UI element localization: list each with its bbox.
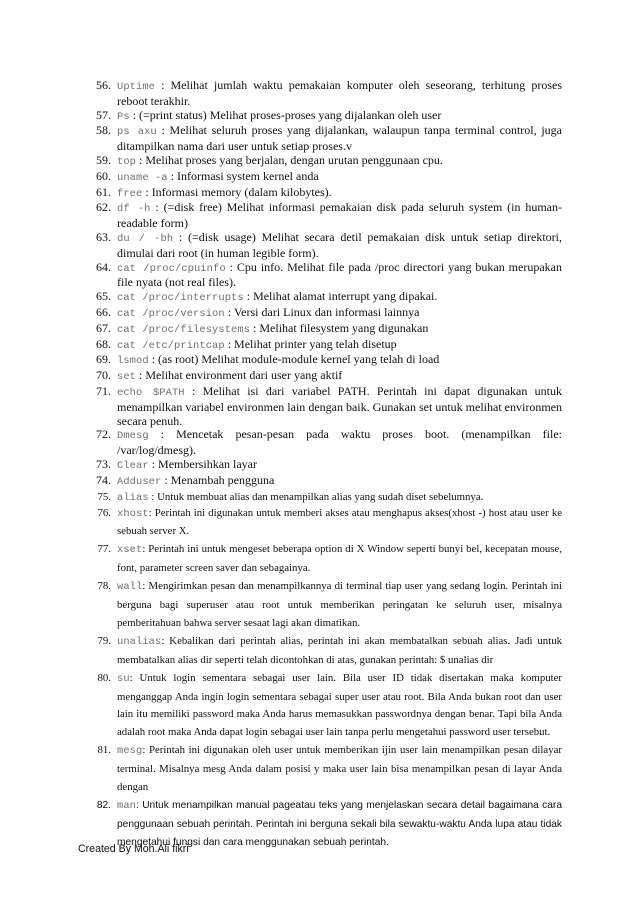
item-body (117, 79, 562, 109)
item-body (117, 505, 562, 542)
separator: : (161, 472, 171, 487)
item-body (117, 458, 562, 474)
command-name: uname -a (117, 171, 168, 184)
item-number: 70. (96, 368, 111, 383)
separator: : (129, 107, 140, 122)
separator: : (225, 259, 237, 274)
list-item (80, 541, 562, 578)
item-body (117, 369, 562, 385)
item-number: 74. (96, 472, 111, 487)
list-item (80, 633, 562, 670)
item-number: 68. (96, 336, 111, 351)
description: Melihat filesystem yang digunakan (259, 320, 429, 335)
description: Melihat proses yang berjalan, dengan urutan penggunaan cpu. (145, 152, 443, 167)
separator: : (148, 490, 158, 503)
command-name: set (117, 371, 137, 384)
separator: : (150, 200, 164, 215)
item-body (117, 742, 562, 797)
description: Membersihkan layar (158, 456, 257, 471)
item-body (117, 170, 562, 186)
description: Informasi memory (dalam kilobytes). (151, 184, 332, 199)
description: Untuk login sementara sebagai user lain. Bila user ID tidak disertakan maka komputer menganggap Anda ingin login sementara sebagai super user atau root. Bila Anda bukan root dan user lain itu memiliki password maka Anda harus memasukkan passwordnya dengan benar. Tapi bila Anda adalah root maka Anda dapat login sebagai user lain tanpa perlu mengetahui password user tersebut. (117, 671, 563, 739)
command-name: man (117, 800, 137, 813)
item-number: 73. (96, 456, 111, 471)
list-item (80, 124, 562, 154)
description: (as root) Melihat module-module kernel yang telah di load (158, 352, 440, 367)
item-body (117, 154, 562, 170)
item-body (117, 322, 562, 338)
item-number: 69. (96, 352, 111, 367)
item-number: 61. (96, 184, 111, 199)
item-body (117, 290, 562, 306)
command-name: Uptime (117, 81, 156, 93)
description: Melihat seluruh proses yang dijalankan, walaupun tanpa terminal control, juga ditampilkan nama dari user untuk setiap proses.v (117, 123, 562, 154)
item-number: 63. (96, 229, 111, 244)
list-item (80, 353, 562, 369)
item-body (117, 124, 562, 154)
separator: : (167, 168, 178, 183)
separator: : (148, 352, 159, 367)
item-number: 76. (97, 506, 111, 519)
separator: : (224, 304, 234, 319)
item-number: 57. (96, 107, 111, 122)
item-number: 82. (96, 800, 111, 812)
command-name: Dmesg (117, 430, 149, 443)
list-item (80, 109, 562, 125)
item-body (117, 261, 562, 291)
description: Melihat alamat interrupt yang dipakai. (253, 289, 438, 304)
command-name: alias (117, 491, 149, 504)
item-number: 81. (97, 744, 111, 757)
command-name: Ps (117, 110, 130, 123)
list-item (80, 79, 562, 109)
description: Melihat jumlah waktu pemakaian komputer oleh seseorang, terhitung proses reboot terakhir. (117, 78, 562, 108)
description: Cpu info. Melihat file pada /proc directori yang bukan merupakan file nyata (not real files). (117, 259, 562, 290)
separator: : (156, 123, 170, 138)
separator: : (142, 580, 149, 593)
separator: : (129, 671, 140, 684)
item-number: 59. (96, 152, 111, 167)
separator: : (224, 336, 235, 351)
list-item (80, 201, 562, 231)
separator: : (250, 320, 260, 335)
item-body (117, 490, 562, 505)
command-name: cat /proc/cpuinfo (117, 262, 226, 275)
description: Melihat isi dari variabel PATH. Perintah ini dapat digunakan untuk menampilkan variabel environmen lain dengan baik. Gunakan set untuk melihat environmen secara penuh. (117, 383, 562, 428)
separator: : (136, 368, 146, 383)
command-name: su (117, 672, 130, 685)
item-body (117, 428, 562, 458)
item-body (117, 306, 562, 322)
description: Perintah ini untuk mengeset beberapa option di X Window seperti bunyi bel, kecepatan mouse, font, parameter screen saver dan sebagainya. (117, 543, 562, 575)
description: Melihat printer yang telah disetup (234, 336, 397, 351)
list-item (80, 231, 562, 261)
item-body (117, 186, 562, 202)
item-number: 66. (96, 304, 111, 319)
description: (=disk usage) Melihat secara detil pemakaian disk untuk setiap direktori, dimulai dari root (in human legible form). (117, 229, 562, 260)
separator: : (161, 634, 170, 647)
command-name: echo $PATH (117, 386, 185, 399)
item-number: 67. (96, 320, 111, 335)
list-item (80, 490, 562, 505)
list-item (80, 322, 562, 338)
separator: : (148, 427, 177, 442)
item-number: 78. (97, 580, 111, 593)
description: (=print status) Melihat proses-proses yang dijalankan oleh user (139, 107, 442, 122)
list-item (80, 458, 562, 474)
list-item (80, 186, 562, 202)
item-body (117, 338, 562, 354)
list-item (80, 474, 562, 490)
description: (=disk free) Melihat informasi pemakaian disk pada seluruh system (in human-readable form) (117, 200, 562, 231)
description: Kebalikan dari perintah alias, perintah ini akan membatalkan sebuah alias. Jadi untuk membatalkan alias dir seperti telah dicontohkan di atas, gunakan perintah: $ unalias dir (117, 634, 562, 666)
item-number: 64. (96, 259, 111, 274)
item-number: 75. (97, 490, 111, 503)
separator: : (136, 152, 146, 167)
footer-credit: Created By Moh.Ali fikri (78, 843, 189, 855)
list-item (80, 385, 562, 428)
command-name: xset (117, 544, 143, 557)
item-number: 58. (96, 123, 111, 138)
separator: : (148, 456, 159, 471)
item-body (117, 633, 562, 670)
description: Menambah pengguna (170, 472, 275, 487)
list-item (80, 742, 562, 797)
list-item (80, 578, 562, 633)
list-item (80, 290, 562, 306)
item-body (117, 231, 562, 261)
command-name: wall (117, 581, 143, 594)
item-number: 60. (96, 168, 111, 183)
command-name: cat /proc/filesystems (117, 323, 251, 336)
separator: : (142, 543, 149, 556)
command-name: df -h (117, 203, 151, 216)
list-item (80, 261, 562, 291)
item-body (117, 201, 562, 231)
description: Perintah ini digunakan untuk memberi akses atau menghapus akses(xhost -) host atau user ke sebuah server X. (117, 506, 563, 538)
item-body (117, 109, 562, 125)
command-name: ps axu (117, 126, 157, 139)
separator: : (243, 289, 254, 304)
command-name: du / -bh (117, 232, 174, 245)
separator: : (142, 184, 152, 199)
separator: : (142, 744, 149, 757)
item-body (117, 541, 562, 578)
separator: : (173, 229, 188, 244)
item-number: 77. (97, 543, 111, 556)
list-item (80, 670, 562, 743)
list-item (80, 505, 562, 542)
item-number: 72. (96, 427, 111, 442)
description: Melihat environment dari user yang aktif (145, 368, 343, 383)
description: Mencetak pesan-pesan pada waktu proses boot. (menampilkan file: /var/log/dmesg). (117, 427, 562, 458)
list-item (80, 154, 562, 170)
item-number: 65. (96, 289, 111, 304)
description: Perintah ini digunakan oleh user untuk memberikan ijin user lain menampilkan pesan dilayar terminal. Misalnya mesg Anda dalam posisi y maka user lain bisa menampilkan pesan di layar Anda dengan (117, 744, 562, 794)
command-name: lsmod (117, 355, 149, 368)
item-number: 80. (97, 671, 111, 684)
command-name: Clear (117, 459, 149, 472)
command-name: cat /proc/version (117, 307, 225, 320)
command-name: top (117, 155, 137, 168)
command-name: Adduser (117, 475, 162, 488)
list-item (80, 428, 562, 458)
separator: : (184, 383, 203, 398)
list-item (80, 170, 562, 186)
item-body (117, 670, 562, 743)
description: Mengirimkan pesan dan menampilkannya di terminal tiap user yang sedang login. Perintah ini berguna bagi superuser atau root untuk memberikan peringatan ke seluruh user, misalnya pemberitahuan bahwa server sesaat lagi akan dimatikan. (117, 580, 563, 629)
list-item (80, 369, 562, 385)
item-number: 71. (96, 383, 111, 398)
description: Informasi system kernel anda (177, 168, 319, 183)
command-name: xhost (117, 507, 149, 520)
description: Versi dari Linux dan informasi lainnya (233, 304, 420, 319)
item-number: 62. (96, 200, 111, 215)
description: Untuk membuat alias dan menampilkan alias yang sudah diset sebelumnya. (157, 490, 484, 503)
command-name: cat /etc/printcap (117, 339, 225, 352)
command-name: unalias (117, 635, 162, 648)
separator: : (155, 78, 171, 92)
command-name: mesg (117, 745, 143, 758)
item-body (117, 474, 562, 490)
separator: : (148, 506, 155, 519)
item-body (117, 578, 562, 633)
item-number: 79. (97, 634, 111, 647)
command-name: cat /proc/interrupts (117, 292, 244, 305)
item-number: 56. (96, 78, 111, 92)
list-item (80, 338, 562, 354)
separator: : (136, 800, 143, 812)
item-body (117, 353, 562, 369)
description: Untuk menampilkan manual pageatau teks yang menjelaskan secara detail bagaimana cara penggunaan sebuah perintah. Perintah ini berguna sekali bila sewaktu-waktu Anda lupa atau tidak mengetahui fungsi dan cara menggunakan sebuah perintah. (117, 800, 562, 848)
list-item (80, 306, 562, 322)
item-body (117, 385, 562, 428)
command-name: free (117, 187, 143, 200)
command-list (80, 79, 562, 851)
